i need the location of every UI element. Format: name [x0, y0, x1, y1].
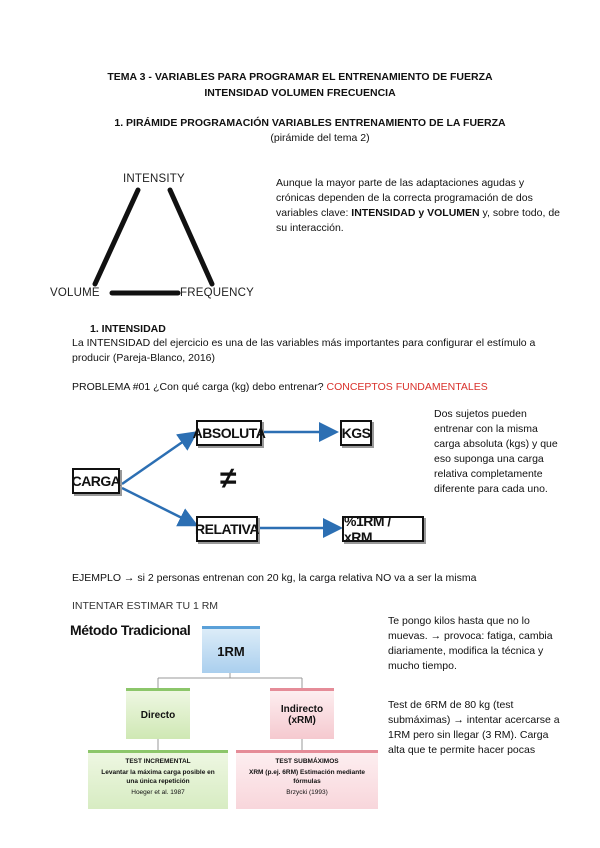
carga-diagram [70, 404, 426, 544]
section-heading-piramide: 1. PIRÁMIDE PROGRAMACIÓN VARIABLES ENTRENAMIENTO DE LA FUERZA [114, 117, 506, 129]
triangle-right-edge [170, 190, 212, 284]
metodo-note-1: Te pongo kilos hasta que no lo muevas. → provoca: fatiga, cambia diariamente, modifica la técnica y mucho tiempo. [388, 615, 553, 672]
card-indirecto: Indirecto (xRM) [270, 688, 334, 739]
arrow-carga-absoluta [122, 434, 194, 484]
problema-highlight: CONCEPTOS FUNDAMENTALES [326, 381, 488, 393]
box-relativa: RELATIVA [196, 516, 258, 542]
test-sub-body: XRM (p.ej. 6RM) Estimación mediante fórmulas [249, 769, 365, 785]
intensidad-paragraph: La INTENSIDAD del ejercicio es una de las variables más importantes para configurar el estímulo a producir (Pareja-Blanco, 2016) [72, 337, 536, 364]
triangle-label-frequency: FREQUENCY [180, 287, 255, 299]
metodo-note-2: Test de 6RM de 80 kg (test submáximas) → intentar acercarse a 1RM pero sin llegar (3 RM). Carga alta que te permite hacer pocas [388, 699, 560, 756]
intro-paragraph [276, 176, 566, 236]
triangle-label-intensity: INTENSITY [123, 173, 185, 185]
test-inc-title: TEST INCREMENTAL [125, 758, 191, 765]
box-carga: CARGA [72, 468, 120, 494]
ejemplo-line: EJEMPLO → si 2 personas entrenan con 20 kg, la carga relativa NO va a ser la misma [72, 572, 477, 584]
intro-bold: INTENSIDAD y VOLUMEN [351, 207, 480, 219]
section-subheading: (pirámide del tema 2) [270, 132, 370, 144]
metodo-diagram [70, 618, 382, 810]
carga-note: Dos sujetos pueden entrenar con la misma carga absoluta (kgs) y que eso suponga una carga relativa completamente diferente para cada uno. [434, 408, 558, 495]
card-test-incremental [88, 750, 228, 809]
triangle-diagram [40, 168, 270, 304]
metodo-title: Método Tradicional [70, 622, 191, 638]
triangle-label-volume: VOLUME [50, 287, 100, 299]
intro-text-after: y, sobre todo, de su interacción. [276, 207, 560, 234]
not-equal-sign: ≠ [220, 462, 237, 495]
problema-line [72, 380, 488, 395]
arrow-carga-relativa [122, 488, 194, 524]
card-test-submaximos [236, 750, 378, 809]
section-heading-intensidad: 1. INTENSIDAD [90, 323, 166, 335]
estimar-line: INTENTAR ESTIMAR TU 1 RM [72, 600, 219, 612]
card-directo: Directo [126, 688, 190, 739]
box-absoluta: ABSOLUTA [196, 420, 262, 446]
test-sub-ref: Brzycki (1993) [286, 789, 328, 796]
box-rm: %1RM / xRM [342, 516, 424, 542]
test-inc-ref: Hoeger et al. 1987 [131, 789, 185, 796]
test-sub-title: TEST SUBMÁXIMOS [275, 758, 339, 765]
card-1rm: 1RM [202, 626, 260, 673]
intro-text-before: Aunque la mayor parte de las adaptaciones agudas y crónicas dependen de la correcta programación de dos variables clave: [276, 177, 533, 219]
test-inc-body: Levantar la máxima carga posible en una única repetición [101, 769, 215, 785]
box-kgs: KGS [340, 420, 372, 446]
triangle-left-edge [95, 190, 138, 284]
document-subtitle: INTENSIDAD VOLUMEN FRECUENCIA [204, 87, 396, 99]
problema-prefix: PROBLEMA #01 ¿Con qué carga (kg) debo entrenar? [72, 381, 327, 393]
document-title: TEMA 3 - VARIABLES PARA PROGRAMAR EL ENTRENAMIENTO DE FUERZA [107, 71, 493, 83]
